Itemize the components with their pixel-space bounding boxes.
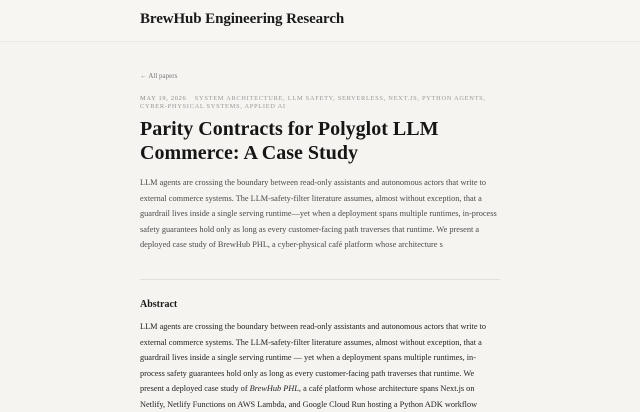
- section-divider: [140, 279, 500, 280]
- abstract-emphasis: BrewHub PHL: [249, 384, 299, 393]
- abstract-heading: Abstract: [140, 299, 178, 310]
- abstract-text-part-2: , a café platform whose architecture spans Next.js on Netlify, Netlify Functions on AWS Lambda, and Google Cloud Run hosting a Python ADK workflow: [140, 384, 478, 409]
- paper-title: Parity Contracts for Polyglot LLM Commerce: A Case Study: [140, 118, 439, 164]
- abstract-body: [140, 319, 500, 412]
- paper-meta: [140, 95, 490, 111]
- back-to-all-papers-link[interactable]: ← All papers: [140, 72, 178, 80]
- paper-tags: SYSTEM ARCHITECTURE, LLM SAFETY, SERVERLESS, NEXT.JS, PYTHON AGENTS, CYBER-PHYSICAL SYSTEMS, APPLIED AI: [140, 95, 486, 110]
- publish-date: MAY 19, 2026: [140, 95, 187, 102]
- site-header: [0, 0, 640, 42]
- abstract-text-part-1: LLM agents are crossing the boundary between read-only assistants and autonomous actors that write to external commerce systems. The LLM-safety-filter literature assumes, almost without exception, that a guardrail lives inside a single serving runtime — yet when a deployment spans multiple runtimes, in-process safety guarantees hold only as long as every customer-facing path traverses that runtime. We present a deployed case study of: [140, 322, 487, 393]
- site-title-link[interactable]: BrewHub Engineering Research: [140, 11, 345, 27]
- paper-summary: LLM agents are crossing the boundary between read-only assistants and autonomous actors that write to external commerce systems. The LLM-safety-filter literature assumes, almost without exception, that a guardrail lives inside a single serving runtime—yet when a deployment spans multiple runtimes, in-process safety guarantees hold only as long as every customer-facing path traverses that runtime. We present a deployed case study of BrewHub PHL, a cyber-physical café platform whose architecture s: [140, 178, 497, 249]
